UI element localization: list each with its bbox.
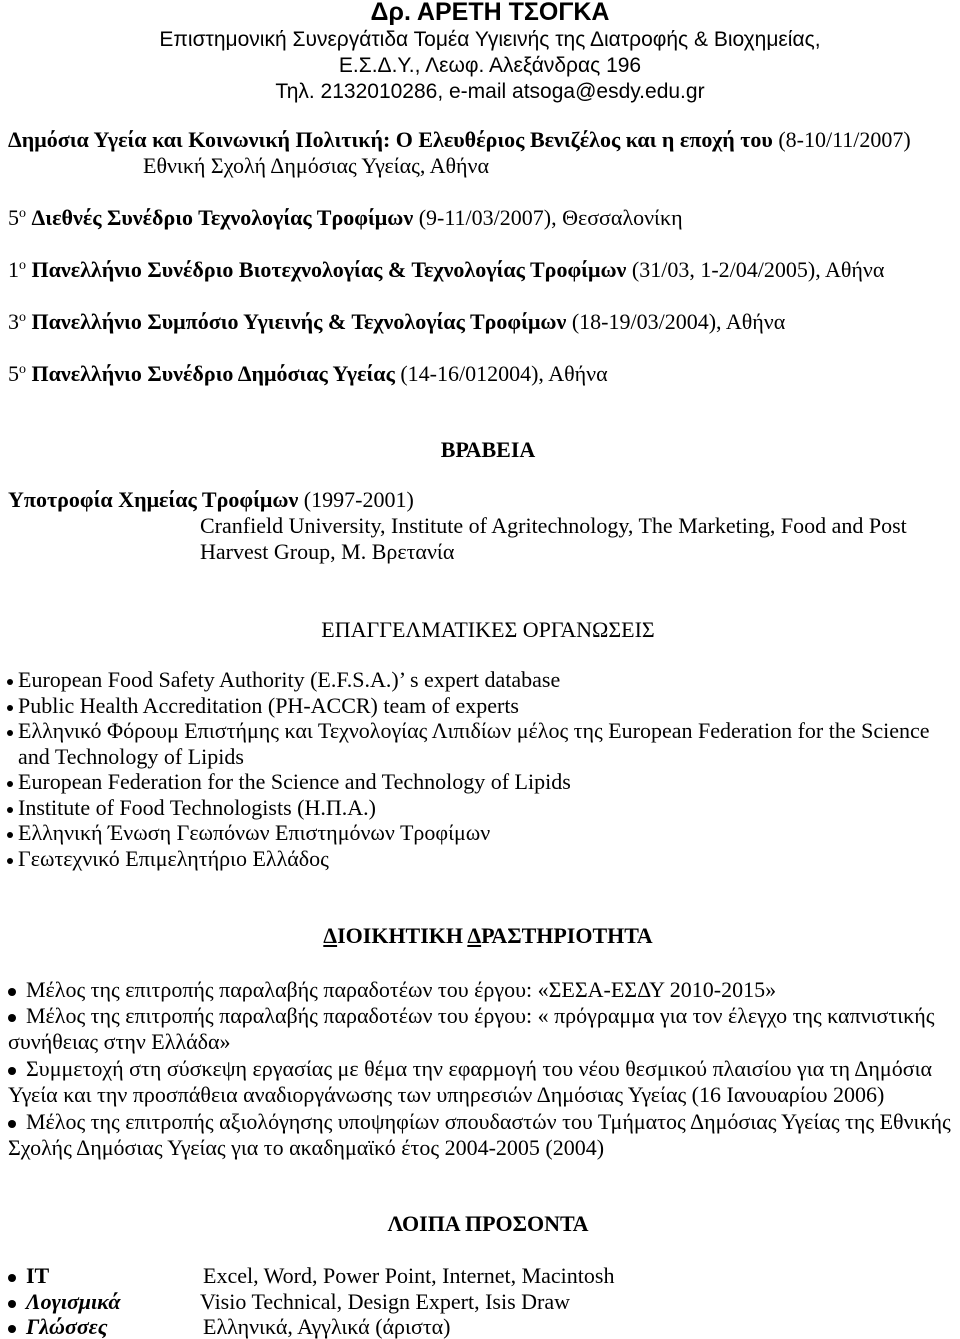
bullet-icon xyxy=(8,1120,16,1128)
organization-line xyxy=(0,669,560,691)
author-position: Επιστημονική Συνεργάτιδα Τομέα Υγιεινής της Διατροφής & Βιοχημείας, xyxy=(159,28,821,51)
qualification-row xyxy=(0,1289,571,1314)
activity-text-continued: Σχολής Δημόσιας Υγείας για το ακαδημαϊκό έτος 2004-2005 (2004) xyxy=(8,1135,605,1160)
author-contact: Τηλ. 2132010286, e-mail atsoga@esdy.edu.gr xyxy=(275,80,705,103)
conference-line xyxy=(8,259,884,281)
conference-dates: (9-11/03/2007), Θεσσαλονίκη xyxy=(418,205,683,230)
organization-text: Public Health Accreditation (PH-ACCR) team of experts xyxy=(18,693,519,718)
conference-ordinal: 5 xyxy=(8,361,19,386)
activity-text-continued: Υγεία και την προσπάθεια αναδιοργάνωσης των υπηρεσιών Δημόσιας Υγείας (16 Ιανουαρίου 2006) xyxy=(8,1082,885,1107)
organization-line xyxy=(0,848,329,870)
conference-line xyxy=(8,363,608,385)
activity-text: Συμμετοχή στη σύσκεψη εργασίας με θέμα την εφαρμογή του νέου θεσμικού πλαισίου για τη Δημόσια xyxy=(26,1056,933,1081)
activity-text: Μέλος της επιτροπής αξιολόγησης υποψηφίων σπουδαστών του Τμήματος Δημόσιας Υγείας της Εθνικής xyxy=(26,1109,951,1134)
ordinal-suffix: ο xyxy=(19,206,26,221)
conference-title: Πανελλήνιο Συμπόσιο Υγιεινής & Τεχνολογίας Τροφίμων xyxy=(31,309,567,334)
organization-text: Ελληνική Ένωση Γεωπόνων Επιστημόνων Τροφίμων xyxy=(18,820,491,845)
qualification-label: IT xyxy=(26,1263,50,1288)
qualification-row xyxy=(0,1314,451,1339)
qualification-value: Visio Technical, Design Expert, Isis Draw xyxy=(200,1289,571,1314)
bullet-icon xyxy=(7,705,13,711)
organization-text: European Food Safety Authority (E.F.S.A.)’ s expert database xyxy=(18,667,561,692)
qualification-row xyxy=(0,1263,615,1288)
conference-dates: (18-19/03/2004), Αθήνα xyxy=(571,309,786,334)
conference-venue: Εθνική Σχολή Δημόσιας Υγείας, Αθήνα xyxy=(143,153,490,178)
heading-part: Δ xyxy=(467,923,482,948)
bullet-icon xyxy=(8,1067,16,1075)
conference-dates: (31/03, 1-2/04/2005), Αθήνα xyxy=(631,257,885,282)
organization-text-continued: and Technology of Lipids xyxy=(18,744,244,769)
conference-title: Πανελλήνιο Συνέδριο Βιοτεχνολογίας & Τεχνολογίας Τροφίμων xyxy=(31,257,627,282)
organization-text: Ελληνικό Φόρουμ Επιστήμης και Τεχνολογίας Λιπιδίων μέλος της European Federation for the Science xyxy=(18,718,930,743)
activity-text: Μέλος της επιτροπής παραλαβής παραδοτέων του έργου: «ΣΕΣΑ-ΕΣΔΥ 2010-2015» xyxy=(26,977,777,1002)
ordinal-suffix: ο xyxy=(19,258,26,273)
activity-text: Μέλος της επιτροπής παραλαβής παραδοτέων του έργου: « πρόγραμμα για τον έλεγχο της καπνιστικής xyxy=(26,1003,935,1028)
bullet-icon xyxy=(7,730,13,736)
ordinal-suffix: ο xyxy=(19,362,26,377)
conference-ordinal: 3 xyxy=(8,309,19,334)
bullet-icon xyxy=(8,1014,16,1022)
conference-ordinal: 1 xyxy=(8,257,19,282)
heading-part: ΡΑΣΤΗΡΙΟΤΗΤΑ xyxy=(481,923,653,948)
conference-title: Διεθνές Συνέδριο Τεχνολογίας Τροφίμων xyxy=(31,205,414,230)
award-title: Υποτροφία Χημείας Τροφίμων xyxy=(8,487,299,512)
conference-line xyxy=(8,129,911,151)
conference-dates: (8-10/11/2007) xyxy=(778,127,911,152)
section-heading xyxy=(18,925,958,947)
ordinal-suffix: ο xyxy=(19,310,26,325)
bullet-icon xyxy=(8,1325,16,1333)
section-heading: ΕΠΑΓΓΕΛΜΑΤΙΚΕΣ ΟΡΓΑΝΩΣΕΙΣ xyxy=(321,617,655,642)
award-details: Cranfield University, Institute of Agritechnology, The Marketing, Food and Post xyxy=(200,513,907,538)
qualification-label: Γλώσσες xyxy=(26,1314,108,1339)
award-details: Harvest Group, Μ. Βρετανία xyxy=(200,539,455,564)
organization-text: Institute of Food Technologists (Η.Π.Α.) xyxy=(18,795,376,820)
organization-line xyxy=(0,822,490,844)
bullet-icon xyxy=(7,832,13,838)
section-heading: ΒΡΑΒΕΙΑ xyxy=(440,437,536,462)
activity-text-continued: συνήθειας στην Ελλάδα» xyxy=(8,1029,231,1054)
activity-line xyxy=(0,1005,934,1027)
activity-line xyxy=(0,1058,932,1080)
bullet-icon xyxy=(8,1300,16,1308)
activity-line xyxy=(0,979,776,1001)
award-years: (1997-2001) xyxy=(303,487,414,512)
conference-line xyxy=(8,311,785,333)
organization-line xyxy=(0,771,571,793)
conference-ordinal: 5 xyxy=(8,205,19,230)
conference-title: Δημόσια Υγεία και Κοινωνική Πολιτική: Ο Ελευθέριος Βενιζέλος και η εποχή του xyxy=(8,127,773,152)
qualification-value: Excel, Word, Power Point, Internet, Macintosh xyxy=(203,1263,615,1288)
organization-line xyxy=(0,720,930,742)
author-address: Ε.Σ.Δ.Υ., Λεωφ. Αλεξάνδρας 196 xyxy=(338,54,642,77)
award-line xyxy=(8,489,414,511)
author-name: Δρ. ΑΡΕΤΗ ΤΣΟΓΚΑ xyxy=(370,0,610,26)
organization-text: European Federation for the Science and Technology of Lipids xyxy=(18,769,571,794)
organization-line xyxy=(0,695,519,717)
bullet-icon xyxy=(7,858,13,864)
activity-line xyxy=(0,1111,951,1133)
bullet-icon xyxy=(7,781,13,787)
qualification-value: Ελληνικά, Αγγλικά (άριστα) xyxy=(203,1314,451,1339)
conference-dates: (14-16/012004), Αθήνα xyxy=(400,361,608,386)
section-heading: ΛΟΙΠΑ ΠΡΟΣΟΝΤΑ xyxy=(387,1211,589,1236)
bullet-icon xyxy=(8,1274,16,1282)
heading-part: Δ xyxy=(323,923,338,948)
conference-line xyxy=(8,207,683,229)
qualification-label: Λογισμικά xyxy=(26,1289,121,1314)
bullet-icon xyxy=(7,679,13,685)
bullet-icon xyxy=(7,807,13,813)
bullet-icon xyxy=(8,988,16,996)
heading-part: ΙΟΙΚΗΤΙΚΗ xyxy=(337,923,468,948)
organization-text: Γεωτεχνικό Επιμελητήριο Ελλάδος xyxy=(18,846,329,871)
organization-line xyxy=(0,797,376,819)
conference-title: Πανελλήνιο Συνέδριο Δημόσιας Υγείας xyxy=(31,361,395,386)
